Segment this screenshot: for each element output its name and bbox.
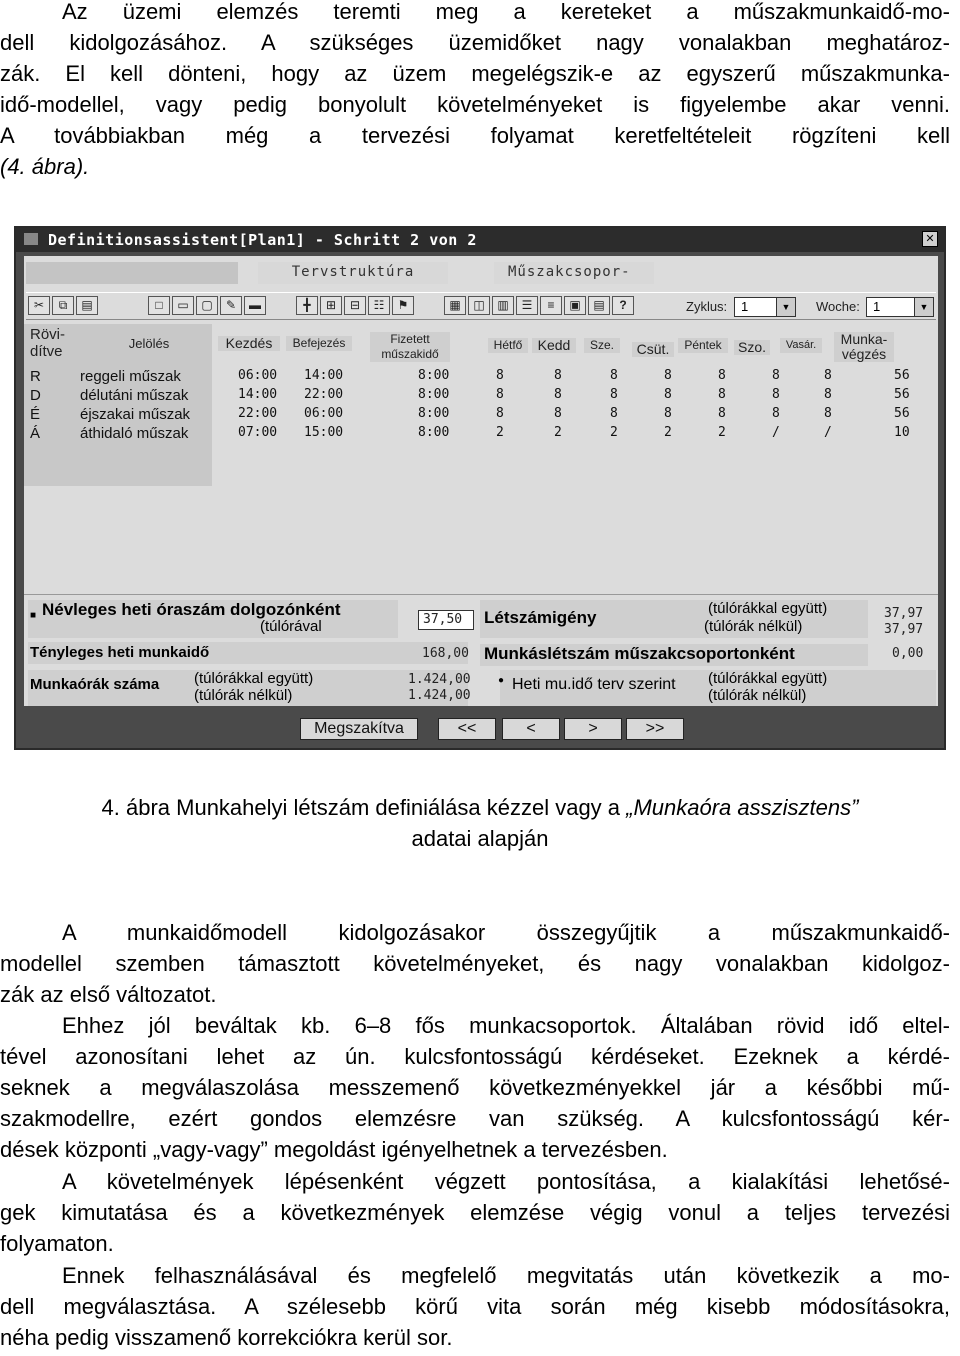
next-button[interactable]: > bbox=[564, 718, 622, 740]
row-name: áthidaló műszak bbox=[80, 425, 189, 442]
row-day: 8 bbox=[772, 406, 780, 421]
hours-without: (túlórák nélkül) bbox=[194, 687, 293, 704]
row-day: 8 bbox=[496, 368, 504, 383]
row-day: 8 bbox=[554, 387, 562, 402]
text-line: (4. ábra). bbox=[0, 154, 90, 179]
cut-icon[interactable]: ✂ bbox=[28, 296, 50, 315]
nominal-sub: (túlórával bbox=[260, 618, 322, 635]
bullet-icon: ■ bbox=[30, 610, 37, 621]
zyklus-label: Zyklus: bbox=[686, 299, 728, 314]
body-paragraph bbox=[0, 1260, 950, 1353]
row-day: / bbox=[824, 425, 832, 440]
row-work: 56 bbox=[894, 387, 910, 402]
paste-icon[interactable]: ▤ bbox=[76, 296, 98, 315]
row-abbrev: D bbox=[30, 387, 41, 404]
row-day: 2 bbox=[610, 425, 618, 440]
row-day: 2 bbox=[496, 425, 504, 440]
header-work: Munka-végzés bbox=[834, 332, 894, 362]
row-day: 8 bbox=[772, 368, 780, 383]
header-abbrev: Rövi-dítve bbox=[30, 326, 66, 360]
tab-structure[interactable]: Tervstruktúra bbox=[258, 262, 448, 284]
header-sat: Szo. bbox=[734, 340, 770, 355]
row-paid: 8:00 bbox=[418, 368, 450, 383]
nominal-label: Névleges heti óraszám dolgozónként bbox=[42, 600, 341, 619]
caption-italic: „Munkaóra asszisztens” bbox=[626, 795, 859, 820]
staff-value-without: 37,97 bbox=[884, 622, 924, 637]
weekly-plan-box bbox=[500, 670, 936, 706]
header-wed: Sze. bbox=[584, 338, 620, 353]
staff-value-with: 37,97 bbox=[884, 606, 924, 621]
cancel-button[interactable]: Megszakítva bbox=[300, 718, 418, 740]
flag-icon[interactable]: ⚑ bbox=[392, 296, 414, 315]
staff-without: (túlórák nélkül) bbox=[704, 618, 803, 635]
close-icon[interactable]: ✕ bbox=[922, 231, 938, 247]
zyklus-value: 1 bbox=[741, 299, 749, 314]
pencil-icon[interactable]: ✎ bbox=[220, 296, 242, 315]
group-label: Munkáslétszám műszakcsoportonként bbox=[484, 644, 795, 663]
text-line: seknek a megválaszolása messzemenő következményekkel jár a későbbi mű- bbox=[0, 1075, 950, 1100]
new-icon[interactable]: □ bbox=[148, 296, 170, 315]
row-end: 22:00 bbox=[304, 387, 344, 402]
prev-button[interactable]: < bbox=[502, 718, 560, 740]
weekly-without: (túlórák nélkül) bbox=[708, 687, 807, 704]
row-day: 8 bbox=[554, 368, 562, 383]
text-line: Ehhez jól beváltak kb. 6–8 fős munkacsoportok. Általában rövid idő eltel- bbox=[62, 1013, 950, 1038]
row-name: délutáni műszak bbox=[80, 387, 189, 404]
header-name: Jelölés bbox=[128, 336, 170, 351]
actual-hours-value: 168,00 bbox=[422, 646, 469, 661]
row-name: reggeli műszak bbox=[80, 368, 181, 385]
row-work: 56 bbox=[894, 368, 910, 383]
chevron-down-icon[interactable]: ▼ bbox=[776, 298, 795, 316]
row-day: 8 bbox=[496, 387, 504, 402]
row-day: / bbox=[772, 425, 780, 440]
row-abbrev: R bbox=[30, 368, 41, 385]
columns-icon[interactable]: ▥ bbox=[492, 296, 514, 315]
figure-screenshot bbox=[14, 226, 946, 750]
calc-icon[interactable]: ▣ bbox=[564, 296, 586, 315]
body-paragraph bbox=[0, 1010, 950, 1165]
nominal-hours-input[interactable]: 37,50 bbox=[418, 610, 474, 630]
row-paid: 8:00 bbox=[418, 387, 450, 402]
split-icon[interactable]: ◫ bbox=[468, 296, 490, 315]
intro-paragraph bbox=[0, 0, 950, 182]
text-line: A továbbiakban még a tervezési folyamat keretfeltételeit rögzíteni kell bbox=[0, 123, 950, 148]
text-line: zák. El kell dönteni, hogy az üzem megelégszik-e az egyszerű műszakmunka- bbox=[0, 61, 950, 86]
tab-bar bbox=[26, 262, 238, 284]
hours-value-without: 1.424,00 bbox=[408, 688, 471, 703]
tab-shift-groups[interactable]: Műszakcsopor- bbox=[494, 262, 654, 284]
chart-icon[interactable]: ▤ bbox=[588, 296, 610, 315]
header-sun: Vasár. bbox=[780, 338, 822, 353]
row-day: 8 bbox=[610, 387, 618, 402]
wizard-client-area bbox=[24, 256, 938, 706]
header-end: Befejezés bbox=[286, 336, 352, 351]
text-line: modellel szemben támasztott követelményeket, és nagy vonalakban kidolgoz- bbox=[0, 951, 950, 976]
group-value: 0,00 bbox=[892, 646, 924, 661]
text-line: A munkaidőmodell kidolgozásakor összegyűjtik a műszakmunkaidő- bbox=[62, 920, 950, 945]
last-button[interactable]: >> bbox=[626, 718, 684, 740]
row-day: 8 bbox=[610, 406, 618, 421]
row-day: 8 bbox=[824, 406, 832, 421]
row-day: 8 bbox=[496, 406, 504, 421]
app-icon bbox=[24, 233, 38, 245]
text-line: szakmodellre, ezért gondos elemzésre van szükség. A kulcsfontosságú kér- bbox=[0, 1106, 950, 1131]
row-paid: 8:00 bbox=[418, 406, 450, 421]
staff-label: Létszámigény bbox=[484, 608, 597, 627]
delete-row-icon[interactable]: ⊟ bbox=[344, 296, 366, 315]
figure-caption bbox=[0, 792, 960, 823]
table-row[interactable] bbox=[24, 406, 938, 424]
hours-value-with: 1.424,00 bbox=[408, 672, 471, 687]
help-icon[interactable]: ? bbox=[612, 296, 634, 315]
bullet-icon: ● bbox=[498, 675, 505, 686]
text-line: Ennek felhasználásával és megfelelő megvitatás után következik a mo- bbox=[62, 1263, 950, 1288]
row-day: 8 bbox=[664, 368, 672, 383]
first-button[interactable]: << bbox=[438, 718, 496, 740]
row-end: 14:00 bbox=[304, 368, 344, 383]
chevron-down-icon[interactable]: ▼ bbox=[914, 298, 933, 316]
row-abbrev: É bbox=[30, 406, 41, 423]
staff-with: (túlórákkal együtt) bbox=[708, 600, 828, 617]
table-icon[interactable]: ☷ bbox=[368, 296, 390, 315]
body-paragraph bbox=[0, 917, 950, 1010]
window-title: Definitionsassistent[Plan1] - Schritt 2 von 2 bbox=[48, 231, 477, 249]
row-abbrev: Á bbox=[30, 425, 41, 442]
nominal-hours-box bbox=[28, 600, 398, 638]
row-work: 10 bbox=[894, 425, 910, 440]
insert-row-icon[interactable]: ╋ bbox=[296, 296, 318, 315]
grid-icon[interactable]: ⊞ bbox=[320, 296, 342, 315]
text-line: dell megválasztása. A szélesebb körű vita során még kisebb módosításokra, bbox=[0, 1294, 950, 1319]
row-start: 07:00 bbox=[238, 425, 278, 440]
text-line: gek kimutatása és a következmények elemzése végig vonul a teljes tervezési bbox=[0, 1200, 950, 1225]
frame-icon[interactable]: ▢ bbox=[196, 296, 218, 315]
wizard-button-bar bbox=[16, 712, 944, 748]
actual-label: Tényleges heti munkaidő bbox=[30, 644, 210, 661]
header-thu: Csüt. bbox=[632, 342, 674, 357]
rect-icon[interactable]: ▬ bbox=[244, 296, 266, 315]
text-line: folyamaton. bbox=[0, 1231, 114, 1256]
row-day: 8 bbox=[772, 387, 780, 402]
row-end: 06:00 bbox=[304, 406, 344, 421]
summary-divider bbox=[24, 594, 938, 595]
header-tue: Kedd bbox=[532, 338, 576, 353]
text-line: dések központi „vagy-vagy” megoldást igényelhetnek a tervezésben. bbox=[0, 1137, 668, 1162]
row-day: 2 bbox=[664, 425, 672, 440]
row-name: éjszakai műszak bbox=[80, 406, 191, 423]
row-day: 8 bbox=[824, 387, 832, 402]
body-paragraph bbox=[0, 1166, 950, 1259]
text-line: dell kidolgozásához. A szükséges üzemidőket nagy vonalakban meghatároz- bbox=[0, 30, 950, 55]
woche-select[interactable] bbox=[866, 297, 934, 317]
text-line: idő-modellel, vagy pedig bonyolult követelményeket is figyelembe akar venni. bbox=[0, 92, 950, 117]
row-paid: 8:00 bbox=[418, 425, 450, 440]
hours-with: (túlórákkal együtt) bbox=[194, 670, 314, 687]
text-line: tével azonosítani lehet az ún. kulcsfontosságú kérdéseket. Ezeknek a kérdé- bbox=[0, 1044, 950, 1069]
row-day: 8 bbox=[718, 406, 726, 421]
list-icon[interactable]: ☰ bbox=[516, 296, 538, 315]
weekly-with: (túlórákkal együtt) bbox=[708, 670, 828, 687]
row-start: 06:00 bbox=[238, 368, 278, 383]
row-day: 2 bbox=[718, 425, 726, 440]
row-start: 14:00 bbox=[238, 387, 278, 402]
header-paid: Fizetett műszakidő bbox=[370, 332, 450, 362]
text-line: néha pedig visszamenő korrekciókra kerül sor. bbox=[0, 1325, 453, 1350]
toolbar bbox=[26, 292, 936, 320]
row-day: 8 bbox=[664, 406, 672, 421]
row-day: 8 bbox=[664, 387, 672, 402]
row-day: 8 bbox=[718, 368, 726, 383]
layout-icon[interactable]: ▦ bbox=[444, 296, 466, 315]
zyklus-select[interactable] bbox=[734, 297, 796, 317]
work-hours-box bbox=[28, 670, 468, 706]
header-mon: Hétfő bbox=[488, 338, 528, 353]
row-day: 8 bbox=[718, 387, 726, 402]
staff-need-box bbox=[480, 600, 868, 638]
woche-value: 1 bbox=[873, 299, 881, 314]
row-start: 22:00 bbox=[238, 406, 278, 421]
text-line: Az üzemi elemzés teremti meg a kereteket a műszakmunkaidő-mo- bbox=[62, 0, 950, 24]
row-work: 56 bbox=[894, 406, 910, 421]
window-icon[interactable]: ▭ bbox=[172, 296, 194, 315]
header-fri: Péntek bbox=[678, 338, 728, 353]
woche-label: Woche: bbox=[816, 299, 860, 314]
hours-label: Munkaórák száma bbox=[30, 676, 160, 693]
group-staff-box bbox=[480, 644, 868, 666]
row-day: 2 bbox=[554, 425, 562, 440]
row-day: 8 bbox=[610, 368, 618, 383]
figure-caption-line2: adatai alapján bbox=[411, 826, 549, 851]
row-day: 8 bbox=[554, 406, 562, 421]
table-row[interactable] bbox=[24, 425, 938, 443]
actual-hours-box bbox=[28, 642, 468, 664]
row-day: 8 bbox=[824, 368, 832, 383]
text-line: zák az első változatot. bbox=[0, 982, 217, 1007]
window-title-bar bbox=[16, 228, 944, 252]
rows-icon[interactable]: ≡ bbox=[540, 296, 562, 315]
header-start: Kezdés bbox=[218, 336, 280, 351]
weekly-label: Heti mu.idő terv szerint bbox=[512, 676, 676, 693]
table-row[interactable] bbox=[24, 368, 938, 386]
row-end: 15:00 bbox=[304, 425, 344, 440]
caption-prefix: 4. ábra Munkahelyi létszám definiálása kézzel vagy a bbox=[101, 795, 627, 820]
table-row[interactable] bbox=[24, 387, 938, 405]
copy-icon[interactable]: ⧉ bbox=[52, 296, 74, 315]
text-line: A követelmények lépésenként végzett pontosítása, a kialakítási lehetősé- bbox=[62, 1169, 950, 1194]
